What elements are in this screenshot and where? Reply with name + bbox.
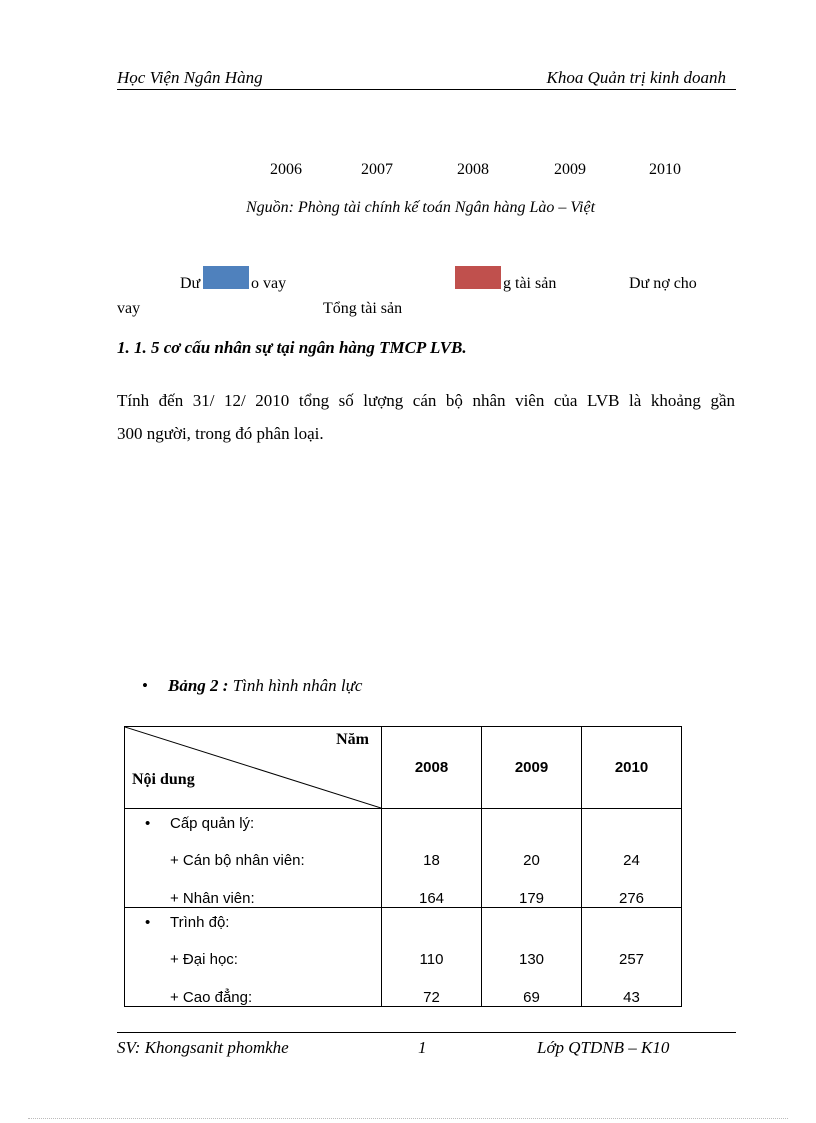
bullet-icon: •	[142, 676, 148, 695]
legend-swatch-assets	[455, 266, 501, 289]
table-corner-cell	[125, 727, 382, 809]
table-caption-text: Tình hình nhân lực	[232, 676, 363, 695]
footer-class: Lớp QTDNB – K10	[537, 1038, 670, 1057]
table-caption	[142, 676, 362, 696]
table-value-cell	[382, 908, 482, 1007]
row-label: + Cán bộ nhân viên:	[170, 852, 305, 869]
legend-text: g tài sản	[503, 275, 557, 292]
legend-text: vay	[117, 300, 141, 317]
header-rule	[117, 89, 736, 90]
table-group-cell	[125, 908, 382, 1007]
bullet-icon: •	[145, 914, 151, 931]
table-header-year: 2010	[582, 727, 682, 809]
row-label: + Cao đẳng:	[170, 989, 253, 1006]
table-value-cell	[482, 809, 582, 908]
page-edge	[28, 1118, 788, 1119]
cell-value: 179	[518, 890, 545, 907]
row-label: + Đại học:	[170, 951, 238, 968]
corner-label-content: Nội dung	[132, 771, 195, 788]
chart-year-label: 2006	[270, 161, 302, 178]
staff-table	[124, 726, 682, 1007]
row-label: + Nhân viên:	[170, 890, 255, 907]
table-group-cell	[125, 809, 382, 908]
table-caption-label: Bảng 2 :	[168, 676, 229, 695]
footer-rule	[117, 1032, 736, 1033]
section-title: 1. 1. 5 cơ cấu nhân sự tại ngân hàng TMCP LVB.	[117, 338, 467, 357]
legend-text: Tổng tài sản	[323, 300, 403, 317]
cell-value: 257	[618, 951, 645, 968]
group-title: Cấp quản lý:	[170, 815, 255, 832]
section-paragraph	[117, 384, 735, 450]
legend-text: Dư	[180, 275, 201, 292]
header-faculty: Khoa Quản trị kinh doanh	[546, 68, 726, 87]
cell-value: 164	[418, 890, 445, 907]
chart-year-label: 2007	[361, 161, 393, 178]
chart-year-label: 2008	[457, 161, 489, 178]
chart-year-label: 2009	[554, 161, 586, 178]
table-value-cell	[482, 908, 582, 1007]
group-title: Trình độ:	[170, 914, 230, 931]
table-header-row	[125, 727, 682, 809]
legend-swatch-loans	[203, 266, 249, 289]
footer-page-number: 1	[418, 1038, 427, 1057]
table-value-cell	[582, 908, 682, 1007]
table-value-cell	[582, 809, 682, 908]
legend-text: o vay	[251, 275, 287, 292]
cell-value: 43	[623, 989, 640, 1006]
cell-value: 110	[419, 951, 444, 968]
table-row	[125, 908, 682, 1007]
cell-value: 24	[623, 852, 640, 869]
header-institution: Học Viện Ngân Hàng	[117, 68, 263, 87]
cell-value: 130	[518, 951, 545, 968]
chart-source: Nguồn: Phòng tài chính kế toán Ngân hàng Lào – Việt	[246, 199, 596, 216]
table-value-cell	[382, 809, 482, 908]
cell-value: 276	[618, 890, 645, 907]
bullet-icon: •	[145, 815, 151, 832]
paragraph-line: 300 người, trong đó phân loại.	[117, 424, 324, 443]
paragraph-line: Tính đến 31/ 12/ 2010 tổng số lượng cán bộ nhân viên của LVB là khoảng gần	[117, 391, 735, 410]
table-header-year: 2009	[482, 727, 582, 809]
corner-label-year: Năm	[336, 731, 369, 748]
table-header-year: 2008	[382, 727, 482, 809]
cell-value: 69	[523, 989, 540, 1006]
chart-year-label: 2010	[649, 161, 681, 178]
table-row	[125, 809, 682, 908]
cell-value: 18	[423, 852, 440, 869]
cell-value: 72	[423, 989, 440, 1006]
legend-text: Dư nợ cho	[629, 275, 697, 292]
cell-value: 20	[523, 852, 540, 869]
footer-student: SV: Khongsanit phomkhe	[117, 1038, 289, 1057]
